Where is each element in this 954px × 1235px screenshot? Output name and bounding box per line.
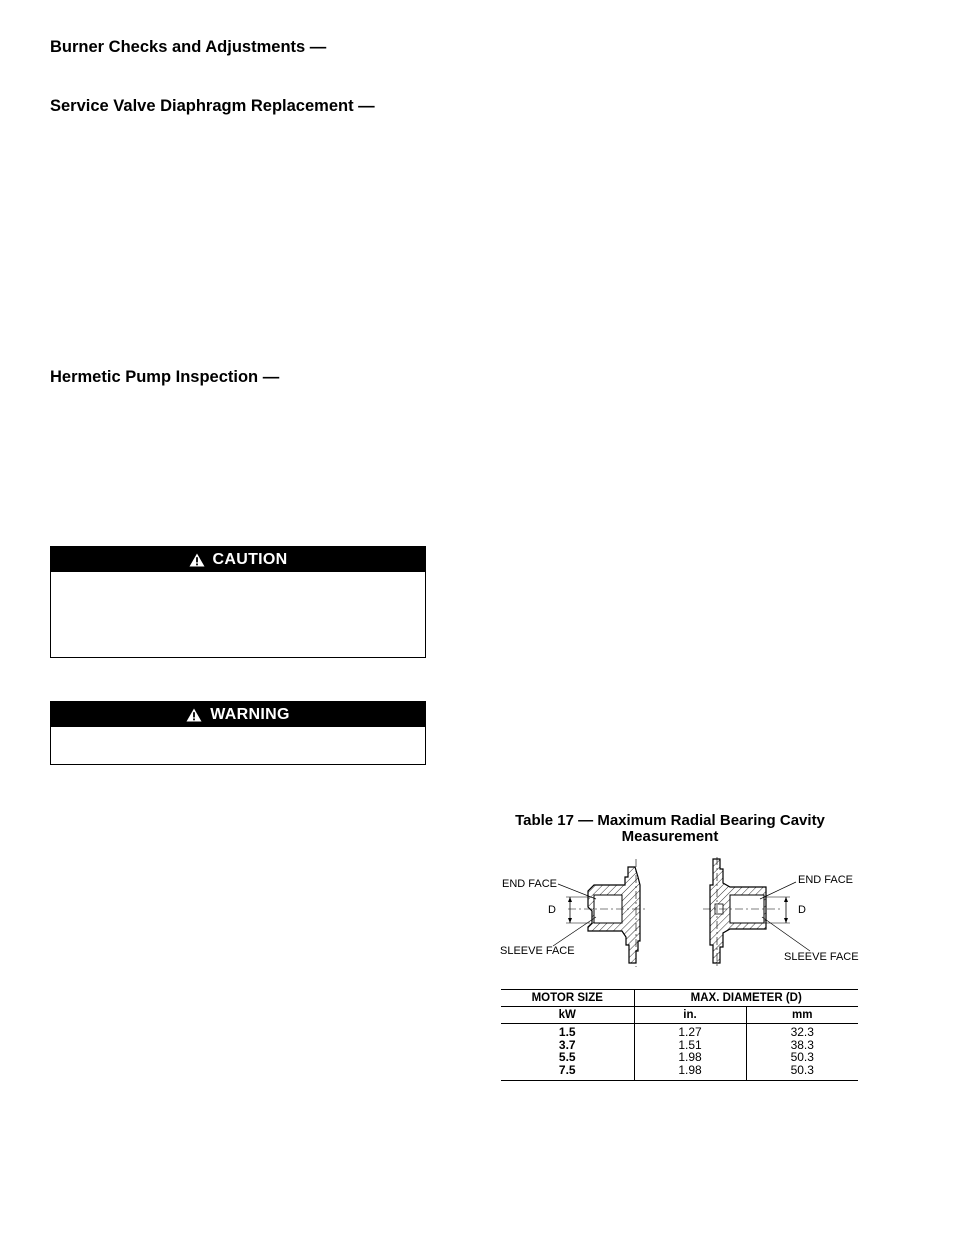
end-face-label-left: END FACE xyxy=(502,878,558,890)
d-label-right: D xyxy=(798,904,806,916)
cell-kw: 1.5 xyxy=(558,1025,576,1039)
caption-line-1: Table 17 — Maximum Radial Bearing Cavity xyxy=(515,812,825,829)
warning-label: WARNING xyxy=(210,705,290,723)
d-label-left: D xyxy=(548,904,556,916)
table-row xyxy=(501,1051,858,1064)
cell-mm: 50.3 xyxy=(746,1051,858,1064)
heading-burner-checks: Burner Checks and Adjustments — xyxy=(50,38,327,56)
caution-header xyxy=(51,547,425,572)
table-header-row xyxy=(501,990,858,1007)
cell-mm: 32.3 xyxy=(746,1024,858,1039)
sleeve-face-label-right: SLEEVE FACE xyxy=(784,951,859,963)
cell-kw: 3.7 xyxy=(558,1037,576,1052)
warning-triangle-icon xyxy=(189,553,205,567)
subheader-mm: mm xyxy=(746,1007,858,1024)
caution-box xyxy=(50,546,426,658)
caution-label: CAUTION xyxy=(212,550,288,568)
cell-kw: 7.5 xyxy=(558,1062,576,1077)
subheader-kw: kW xyxy=(558,1009,576,1021)
warning-box xyxy=(50,701,426,765)
heading-service-valve: Service Valve Diaphragm Replacement — xyxy=(50,97,375,115)
cell-kw: 5.5 xyxy=(558,1050,576,1064)
cell-in: 1.51 xyxy=(634,1039,746,1052)
header-motor-size: MOTOR SIZE xyxy=(531,992,603,1004)
end-face-label-right: END FACE xyxy=(798,874,854,886)
cell-in: 1.98 xyxy=(634,1051,746,1064)
cell-mm: 38.3 xyxy=(746,1039,858,1052)
warning-triangle-icon xyxy=(186,708,202,722)
cell-mm: 50.3 xyxy=(746,1064,858,1081)
header-max-diameter: MAX. DIAMETER (D) xyxy=(634,990,858,1007)
table-17-caption xyxy=(500,813,840,845)
warning-header xyxy=(51,702,425,727)
caption-line-2: Measurement xyxy=(621,828,719,845)
table-row xyxy=(501,1064,858,1081)
table-17 xyxy=(501,989,858,1081)
table-subheader-row xyxy=(501,1007,858,1024)
cell-in: 1.27 xyxy=(634,1024,746,1039)
cell-in: 1.98 xyxy=(634,1064,746,1081)
heading-hermetic-pump: Hermetic Pump Inspection — xyxy=(50,368,280,386)
table-row xyxy=(501,1024,858,1039)
sleeve-face-label-left: SLEEVE FACE xyxy=(500,945,575,957)
bearing-cavity-figure xyxy=(498,855,860,970)
subheader-in: in. xyxy=(634,1007,746,1024)
